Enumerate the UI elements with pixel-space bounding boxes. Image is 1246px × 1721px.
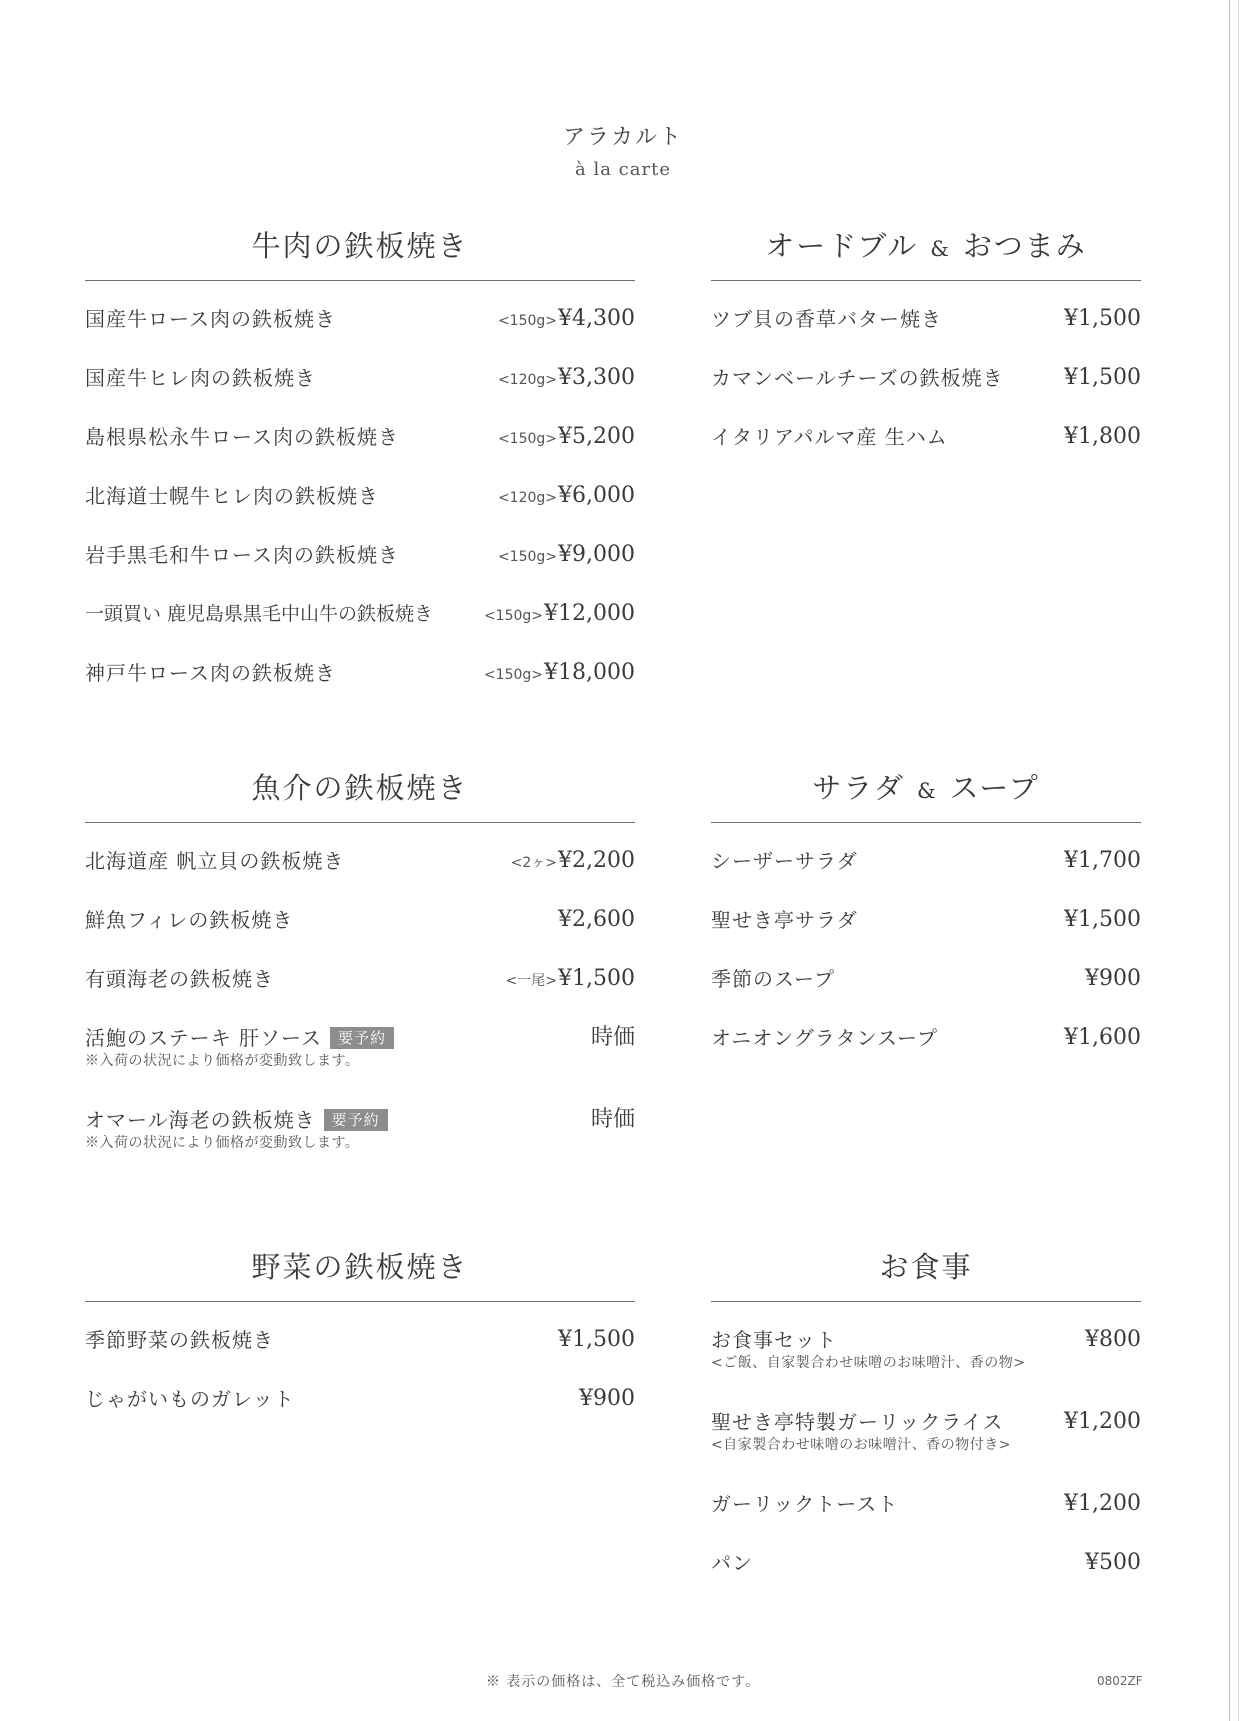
item-price: ¥2,200 <box>558 848 635 873</box>
menu-item <box>711 1022 1141 1081</box>
section-title: オードブル & おつまみ <box>711 226 1141 281</box>
document-code: 0802ZF <box>1097 1674 1143 1688</box>
item-price: ¥1,500 <box>558 966 635 991</box>
item-amount: <一尾> <box>505 973 558 989</box>
item-name: 岩手黒毛和牛ロース肉の鉄板焼き <box>85 543 399 567</box>
section-seafood <box>85 768 635 1186</box>
item-amount: <150g> <box>497 431 558 447</box>
section-salad-soup <box>711 768 1141 1081</box>
section-beef <box>85 226 635 716</box>
menu-header <box>0 120 1246 180</box>
section-title: 牛肉の鉄板焼き <box>85 226 635 281</box>
section-title: サラダ & スープ <box>711 768 1141 823</box>
item-name: 国産牛ヒレ肉の鉄板焼き <box>85 366 316 390</box>
item-price: ¥1,500 <box>1064 907 1141 932</box>
menu-item <box>711 362 1141 421</box>
item-name: お食事セット <box>711 1328 837 1352</box>
menu-item <box>85 598 635 657</box>
item-price: ¥900 <box>1085 966 1141 991</box>
menu-item <box>85 539 635 598</box>
item-price: ¥3,300 <box>558 365 635 390</box>
item-name: 鮮魚フィレの鉄板焼き <box>85 908 294 932</box>
item-name: 北海道士幌牛ヒレ肉の鉄板焼き <box>85 484 379 508</box>
item-price: ¥1,200 <box>1064 1491 1141 1516</box>
menu-item <box>711 421 1141 480</box>
menu-item <box>85 1324 635 1383</box>
item-name: 一頭買い 鹿児島県黒毛中山牛の鉄板焼き <box>85 603 434 625</box>
section-title: 野菜の鉄板焼き <box>85 1247 635 1302</box>
menu-item <box>85 1104 635 1186</box>
item-price: ¥12,000 <box>544 601 635 626</box>
item-name: カマンベールチーズの鉄板焼き <box>711 366 1004 390</box>
item-amount: <2ヶ> <box>510 855 558 871</box>
item-amount: <150g> <box>497 549 558 565</box>
menu-item <box>711 1406 1141 1488</box>
menu-item <box>85 421 635 480</box>
item-price: 時価 <box>590 1107 635 1132</box>
item-name: オマール海老の鉄板焼き <box>85 1108 316 1132</box>
menu-item <box>85 362 635 421</box>
item-name: 島根県松永牛ロース肉の鉄板焼き <box>85 425 399 449</box>
item-amount: <150g> <box>483 667 544 683</box>
menu-item <box>711 303 1141 362</box>
item-name: 聖せき亭サラダ <box>711 908 858 932</box>
item-price: ¥1,800 <box>1064 424 1141 449</box>
item-price: ¥5,200 <box>558 424 635 449</box>
item-name: 聖せき亭特製ガーリックライス <box>711 1410 1004 1434</box>
menu-item <box>85 480 635 539</box>
menu-item <box>711 1324 1141 1406</box>
section-vegetable <box>85 1247 635 1442</box>
item-name: 季節野菜の鉄板焼き <box>85 1328 274 1352</box>
menu-item <box>711 845 1141 904</box>
section-meal <box>711 1247 1141 1606</box>
item-price: ¥1,600 <box>1064 1025 1141 1050</box>
item-price: ¥1,700 <box>1064 848 1141 873</box>
menu-item <box>711 963 1141 1022</box>
menu-item <box>711 1488 1141 1547</box>
item-name: じゃがいものガレット <box>85 1387 295 1411</box>
section-hors-doeuvres <box>711 226 1141 480</box>
item-amount: <120g> <box>497 372 558 388</box>
menu-item <box>711 904 1141 963</box>
item-price: ¥1,500 <box>1064 365 1141 390</box>
reservation-badge: 要予約 <box>330 1027 394 1049</box>
item-price: ¥4,300 <box>558 306 635 331</box>
item-price: ¥6,000 <box>558 483 635 508</box>
item-price: ¥500 <box>1085 1550 1141 1575</box>
page-edge-line <box>1238 0 1239 1721</box>
item-name: イタリアパルマ産 生ハム <box>711 425 948 449</box>
item-name: シーザーサラダ <box>711 849 858 873</box>
item-price: ¥1,200 <box>1064 1409 1141 1434</box>
menu-item <box>711 1547 1141 1606</box>
item-name: ツブ貝の香草バター焼き <box>711 307 942 331</box>
item-name: 有頭海老の鉄板焼き <box>85 967 274 991</box>
item-price: ¥18,000 <box>544 660 635 685</box>
item-name: ガーリックトースト <box>711 1492 899 1516</box>
item-name: 国産牛ロース肉の鉄板焼き <box>85 307 336 331</box>
menu-item <box>85 303 635 362</box>
page-edge-line <box>1229 0 1230 1721</box>
item-amount: <150g> <box>497 313 558 329</box>
item-amount: <120g> <box>497 490 558 506</box>
item-name: 神戸牛ロース肉の鉄板焼き <box>85 661 336 685</box>
item-note: ※入荷の状況により価格が変動致します。 <box>85 1053 360 1069</box>
menu-title-fr: à la carte <box>575 159 671 180</box>
item-price: ¥800 <box>1085 1327 1141 1352</box>
item-name: 季節のスープ <box>711 967 835 991</box>
item-name: パン <box>711 1551 753 1575</box>
item-name: オニオングラタンスープ <box>711 1026 938 1050</box>
item-name: 北海道産 帆立貝の鉄板焼き <box>85 849 345 873</box>
item-note: <自家製合わせ味噌のお味噌汁、香の物付き> <box>711 1437 1011 1453</box>
item-price: ¥9,000 <box>558 542 635 567</box>
section-title: 魚介の鉄板焼き <box>85 768 635 823</box>
menu-item <box>85 845 635 904</box>
item-note: <ご飯、自家製合わせ味噌のお味噌汁、香の物> <box>711 1355 1026 1371</box>
item-price: ¥2,600 <box>558 907 635 932</box>
item-price: ¥1,500 <box>558 1327 635 1352</box>
menu-item <box>85 904 635 963</box>
item-price: ¥900 <box>579 1386 635 1411</box>
section-title: お食事 <box>711 1247 1141 1302</box>
menu-item <box>85 657 635 716</box>
item-amount: <150g> <box>483 608 544 624</box>
item-price: 時価 <box>590 1025 635 1050</box>
menu-item <box>85 963 635 1022</box>
item-note: ※入荷の状況により価格が変動致します。 <box>85 1135 360 1151</box>
menu-item <box>85 1022 635 1104</box>
item-name: 活鮑のステーキ 肝ソース <box>85 1026 322 1050</box>
reservation-badge: 要予約 <box>324 1109 388 1131</box>
tax-note: ※ 表示の価格は、全て税込み価格です。 <box>485 1674 761 1690</box>
menu-title-jp: アラカルト <box>562 125 683 150</box>
menu-item <box>85 1383 635 1442</box>
item-price: ¥1,500 <box>1064 306 1141 331</box>
